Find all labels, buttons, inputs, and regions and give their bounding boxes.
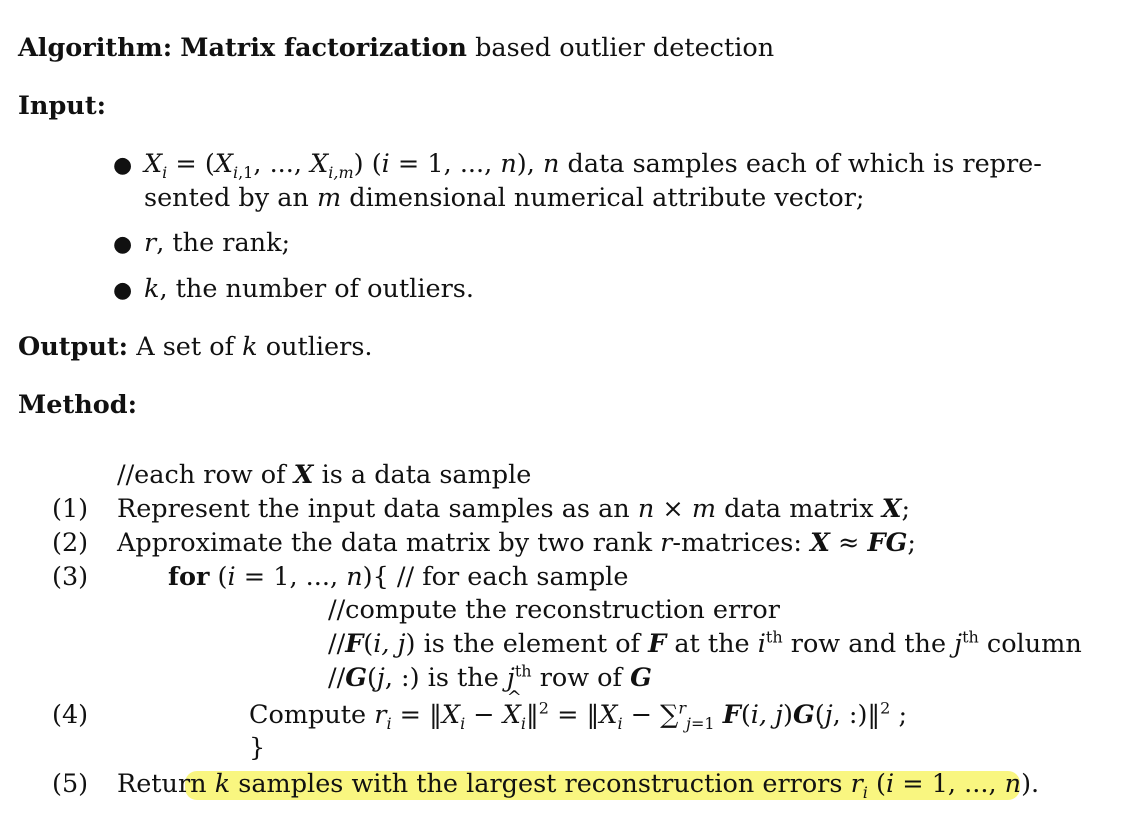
closing-brace: }: [249, 733, 266, 763]
input-item-data: $X_i = (X_{i,1}$, ..., $X_{i,m}$) (i = 1, ..., n), n data samples each of which is repre-: [144, 149, 1042, 183]
step-number: (5): [52, 769, 89, 799]
step-1: Represent the input data samples as an n × m data matrix X;: [117, 494, 911, 524]
method-heading: Method:: [18, 390, 138, 420]
step-4: Compute $r_i$ = $‖X_i$ − ^ $X_i‖^2$ = $‖X_i - \sum^r_{j=1}$ F(i, j)G(j, :)‖$^2$ ;: [249, 703, 907, 729]
algorithm-name: Matrix factorization: [180, 33, 467, 63]
loop-comment-2: //F(i, j) is the element of F at the $i^{th}$ row and the $j^{th}$ column: [328, 627, 1082, 659]
step-number: (1): [52, 494, 89, 524]
output-label: Output:: [18, 332, 129, 362]
step-2: Approximate the data matrix by two rank r-matrices: X ≈ FG;: [117, 528, 916, 558]
for-keyword: for: [168, 562, 210, 592]
bullet-icon: ●: [113, 153, 133, 178]
algorithm-subtitle: based outlier detection: [475, 33, 775, 63]
step-number: (4): [52, 700, 89, 730]
algorithm-title: [18, 33, 775, 63]
bullet-icon: ●: [113, 232, 133, 257]
step-number: (2): [52, 528, 89, 558]
loop-comment-3: //G(j, :) is the $j^{th}$ row of G: [328, 661, 652, 693]
input-item-rank: r, the rank;: [144, 228, 291, 258]
algorithm-label: Algorithm:: [18, 33, 173, 63]
step-3: for (i = 1, ..., n){ // for each sample: [168, 562, 629, 592]
step-5: Return k samples with the largest reconstruction errors $r_i$ (i = 1, ..., n).: [117, 769, 1040, 803]
loop-comment-1: //compute the reconstruction error: [328, 595, 780, 625]
input-heading: Input:: [18, 91, 107, 121]
output-line: Output: A set of k outliers.: [18, 332, 373, 362]
input-item-outliers: k, the number of outliers.: [144, 274, 474, 304]
method-comment: //each row of X is a data sample: [117, 460, 532, 490]
step-number: (3): [52, 562, 89, 592]
input-item-data-cont: sented by an m dimensional numerical attribute vector;: [144, 183, 865, 213]
bullet-icon: ●: [113, 278, 133, 303]
